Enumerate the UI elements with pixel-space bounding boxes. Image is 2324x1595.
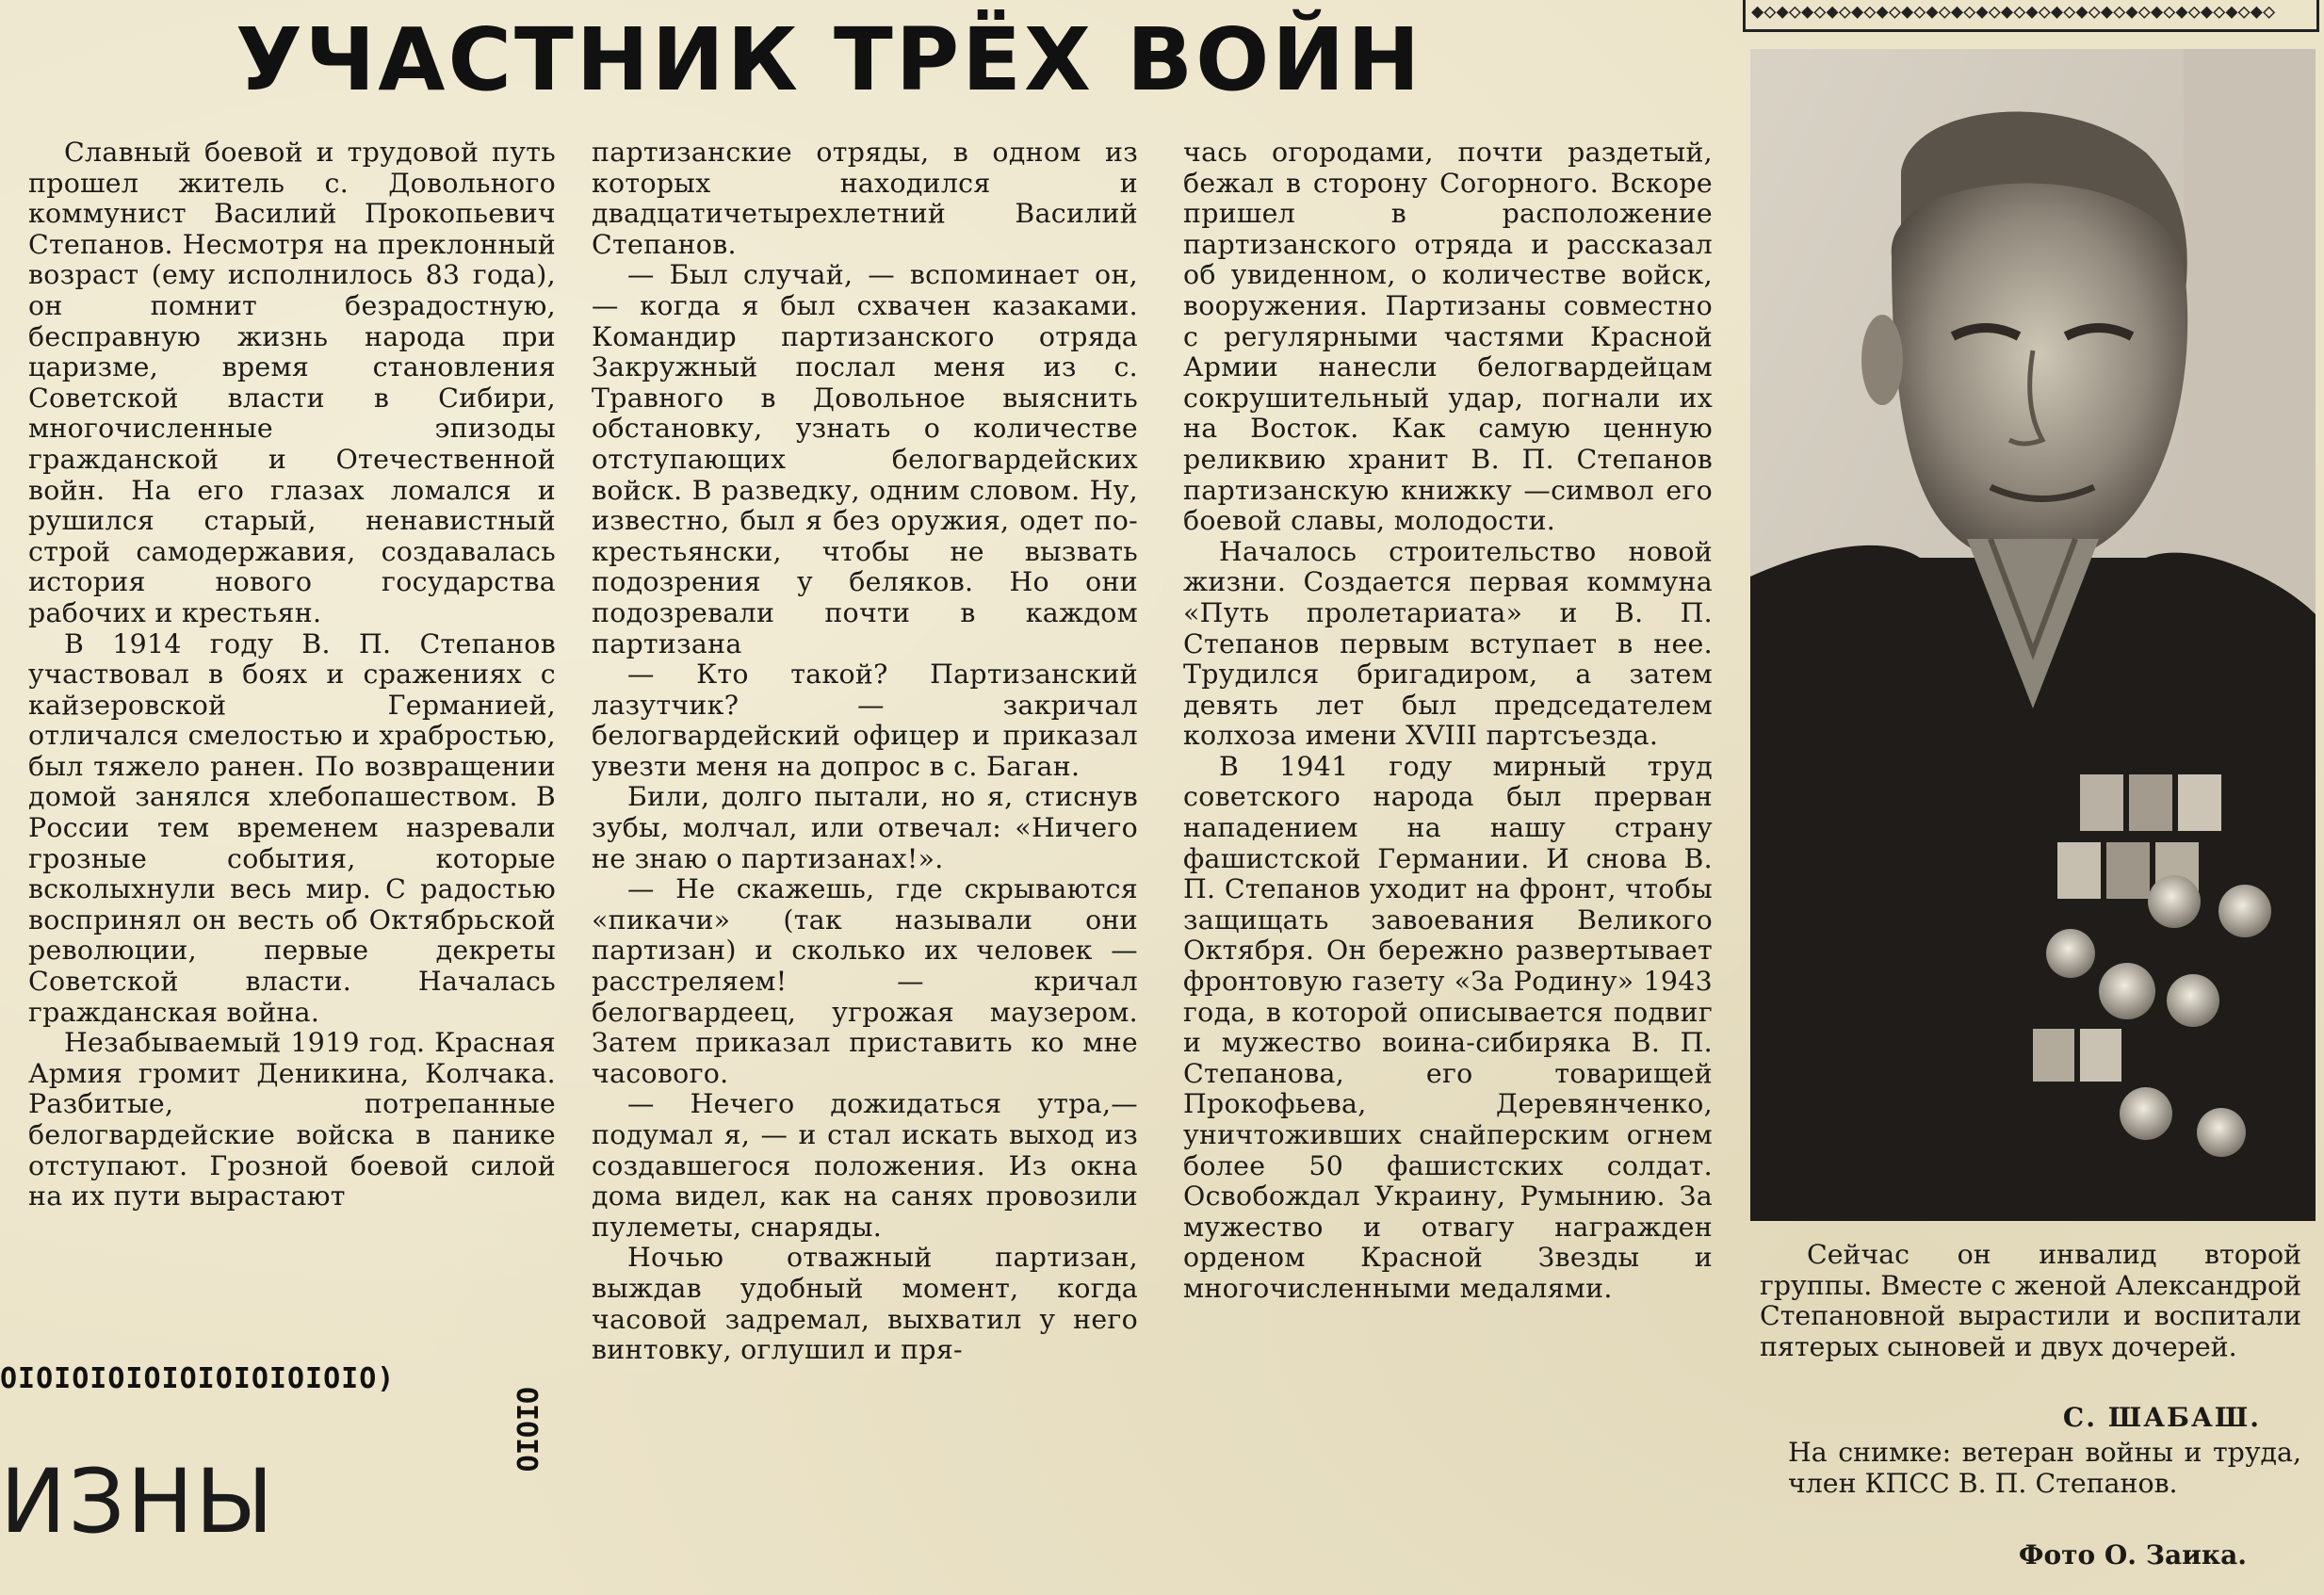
paragraph: Били, долго пытали, но я, стиснув зубы, молчал, или отвечал: «Ничего не знаю о партизанах!». bbox=[592, 781, 1138, 874]
paragraph: Началось строительство новой жизни. Создается первая коммуна «Путь пролетариата» и В. П. Степанов первым вступает в нее. Трудился бригадиром, а затем девять лет был председателем колхоза имени XVIII партсъезда. bbox=[1183, 535, 1713, 752]
paragraph: В 1914 году В. П. Степанов участвовал в боях и сражениях с кайзеровской Германией, отличался смелостью и храбростью, был тяжело ранен. По возвращении домой занялся хлебопашеством. В России тем временем назревали грозные события, которые всколыхнули весь мир. С радостью воспринял он весть об Октябрьской революции, первые декреты Советской власти. Началась гражданская война. bbox=[28, 627, 556, 1028]
article-column-1 bbox=[28, 138, 556, 1213]
article-column-3 bbox=[1183, 138, 1713, 1305]
paragraph: — Был случай, — вспоминает он, — когда я был схвачен казаками. Командир партизанского отряда Закружный послал меня из с. Травного в Довольное выяснить обстановку, узнать о количестве отступающих белогвардейских войск. В разведку, одним словом. Ну, известно, был я без оружия, одет по-крестьянски, чтобы не вызвать подозрения у беляков. Но они подозревали почти в каждом партизана bbox=[592, 259, 1138, 659]
paragraph: Славный боевой и трудовой путь прошел житель с. Довольного коммунист Василий Прокопьевич Степанов. Несмотря на преклонный возраст (ему исполнилось 83 года), он помнит безрадостную, бесправную жизнь народа при царизме, время становления Советской власти в Сибири, многочисленные эпизоды гражданской и Отечественной войн. На его глазах ломался и рушился старый, ненавистный строй самодержавия, создавалась история нового государства рабочих и крестьян. bbox=[28, 137, 556, 628]
decorative-border: ◆◇◆◇◆◇◆◇◆◇◆◇◆◇◆◇◆◇◆◇◆◇◆◇◆◇◆◇◆◇◆◇◆◇◆◇◆◇◆◇◆◇ bbox=[1743, 0, 2319, 32]
ornament-border-horizontal: ОIОIОIОIОIОIОIОIОIОIО) bbox=[0, 1362, 396, 1395]
portrait-image bbox=[1750, 49, 2316, 1221]
photo-caption bbox=[1760, 1240, 2301, 1362]
paragraph: Ночью отважный партизан, выждав удобный момент, когда часовой задремал, выхватил у него винтовку, оглушил и пря- bbox=[592, 1242, 1138, 1366]
portrait-photo bbox=[1750, 49, 2316, 1221]
adjacent-article-fragment: ИЗНЫ bbox=[0, 1451, 276, 1554]
author-signature: С. ШАБАШ. bbox=[2062, 1402, 2261, 1433]
paragraph: В 1941 году мирный труд советского народа был прерван нападением на нашу страну фашистской Германии. И снова В. П. Степанов уходит на фронт, чтобы защищать завоевания Великого Октября. Он бережно развертывает фронтовую газету «За Родину» 1943 года, в которой описывается подвиг и мужество воина-сибиряка В. П. Степанова, его товарищей Прокофьева, Деревянченко, уничтоживших снайперским огнем более 50 фашистских солдат. Освобождал Украину, Румынию. За мужество и отвагу награжден орденом Красной Звезды и многочисленными медалями. bbox=[1183, 750, 1713, 1304]
paragraph: — Нечего дожидаться утра,— подумал я, — и стал искать выход из создавшегося положения. Из окна дома видел, как на санях провозили пулеметы, снаряды. bbox=[592, 1088, 1138, 1243]
photo-note: На снимке: ветеран войны и труда, член КПСС В. П. Степанов. bbox=[1788, 1437, 2301, 1499]
article-column-2 bbox=[592, 138, 1138, 1366]
headline: УЧАСТНИК ТРЁХ ВОЙН bbox=[236, 9, 1423, 110]
ornament-vertical-text: ОIОIО bbox=[510, 1387, 543, 1473]
paragraph: чась огородами, почти раздетый, бежал в сторону Согорного. Вскоре пришел в расположение партизанского отряда и рассказал об увиденном, о количестве войск, вооружения. Партизаны совместно с регулярными частями Красной Армии нанесли белогвардейцам сокрушительный удар, погнали их на Восток. Как самую ценную реликвию хранит В. П. Степанов партизанскую книжку —символ его боевой славы, молодости. bbox=[1183, 137, 1713, 537]
photo-credit: Фото О. Заика. bbox=[2018, 1539, 2247, 1571]
caption-text: Сейчас он инвалид второй группы. Вместе с женой Александрой Степановной вырастили и воспитали пятерых сыновей и двух дочерей. bbox=[1760, 1239, 2301, 1362]
paragraph: Незабываемый 1919 год. Красная Армия громит Деникина, Колчака. Разбитые, потрепанные белогвардейские войска в панике отступают. Грозной боевой силой на их пути вырастают bbox=[28, 1027, 556, 1213]
paragraph: партизанские отряды, в одном из которых находился и двадцатичетырехлетний Василий Степанов. bbox=[592, 137, 1138, 260]
paragraph: — Не скажешь, где скрываются «пикачи» (так называли они партизан) и сколько их человек — расстреляем! — кричал белогвардеец, угрожая маузером. Затем приказал приставить ко мне часового. bbox=[592, 873, 1138, 1089]
ornament-border-vertical bbox=[509, 1387, 543, 1595]
paragraph: — Кто такой? Партизанский лазутчик? — закричал белогвардейский офицер и приказал увезти меня на допрос в с. Баган. bbox=[592, 659, 1138, 782]
